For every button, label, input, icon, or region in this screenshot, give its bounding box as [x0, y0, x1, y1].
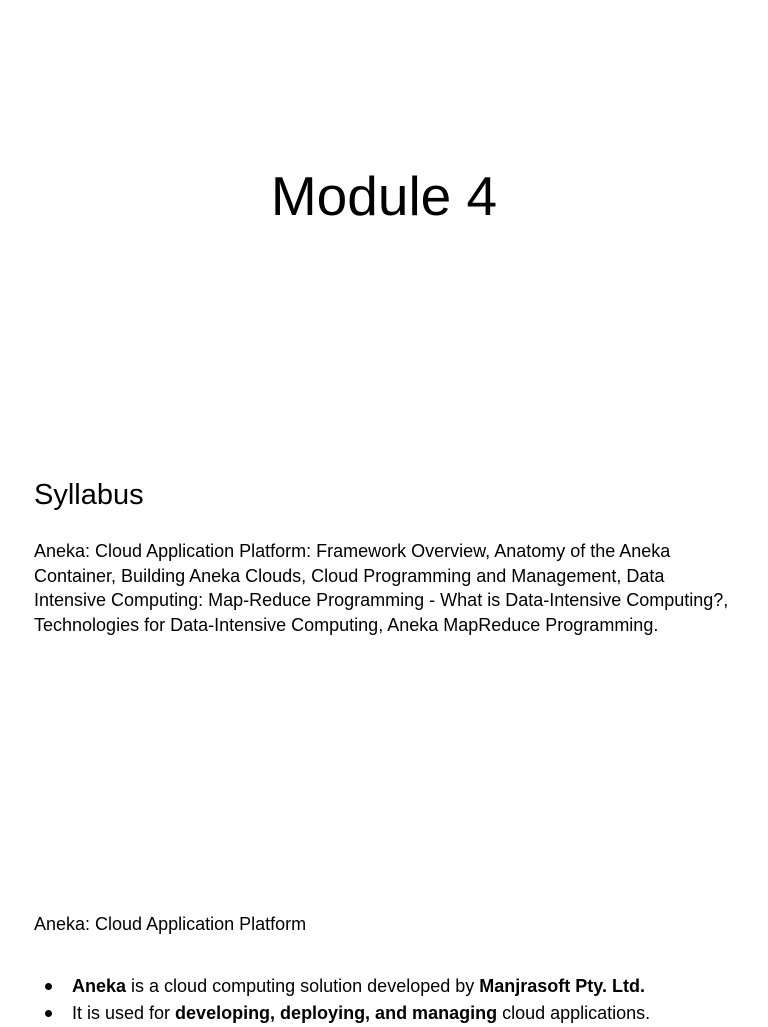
syllabus-heading: Syllabus	[34, 479, 144, 511]
bullet-text: cloud applications.	[497, 1003, 651, 1023]
bullet-list	[34, 973, 754, 1027]
bullet-text: It is used for	[72, 1003, 176, 1023]
platform-heading: Aneka: Cloud Application Platform	[34, 914, 307, 934]
bullet-text-bold: Manjrasoft Pty. Ltd.	[479, 976, 645, 996]
list-item	[34, 973, 754, 1000]
bullet-text: is a cloud computing solution developed by	[126, 976, 480, 996]
list-item	[34, 1000, 754, 1027]
bullet-icon	[45, 983, 52, 990]
bullet-text-bold: Aneka	[72, 976, 127, 996]
syllabus-text: Aneka: Cloud Application Platform: Framework Overview, Anatomy of the Aneka Container, Building Aneka Clouds, Cloud Programming and Management, Data Intensive Computing: Map-Reduce Programming - What is Data-Intensive Computing?, Technologies for Data-Intensive Computing, Aneka MapReduce Programming.	[34, 541, 729, 636]
bullet-icon	[45, 1010, 52, 1017]
module-title: Module 4	[270, 165, 498, 227]
bullet-text-bold: developing, deploying, and managing	[175, 1003, 498, 1023]
